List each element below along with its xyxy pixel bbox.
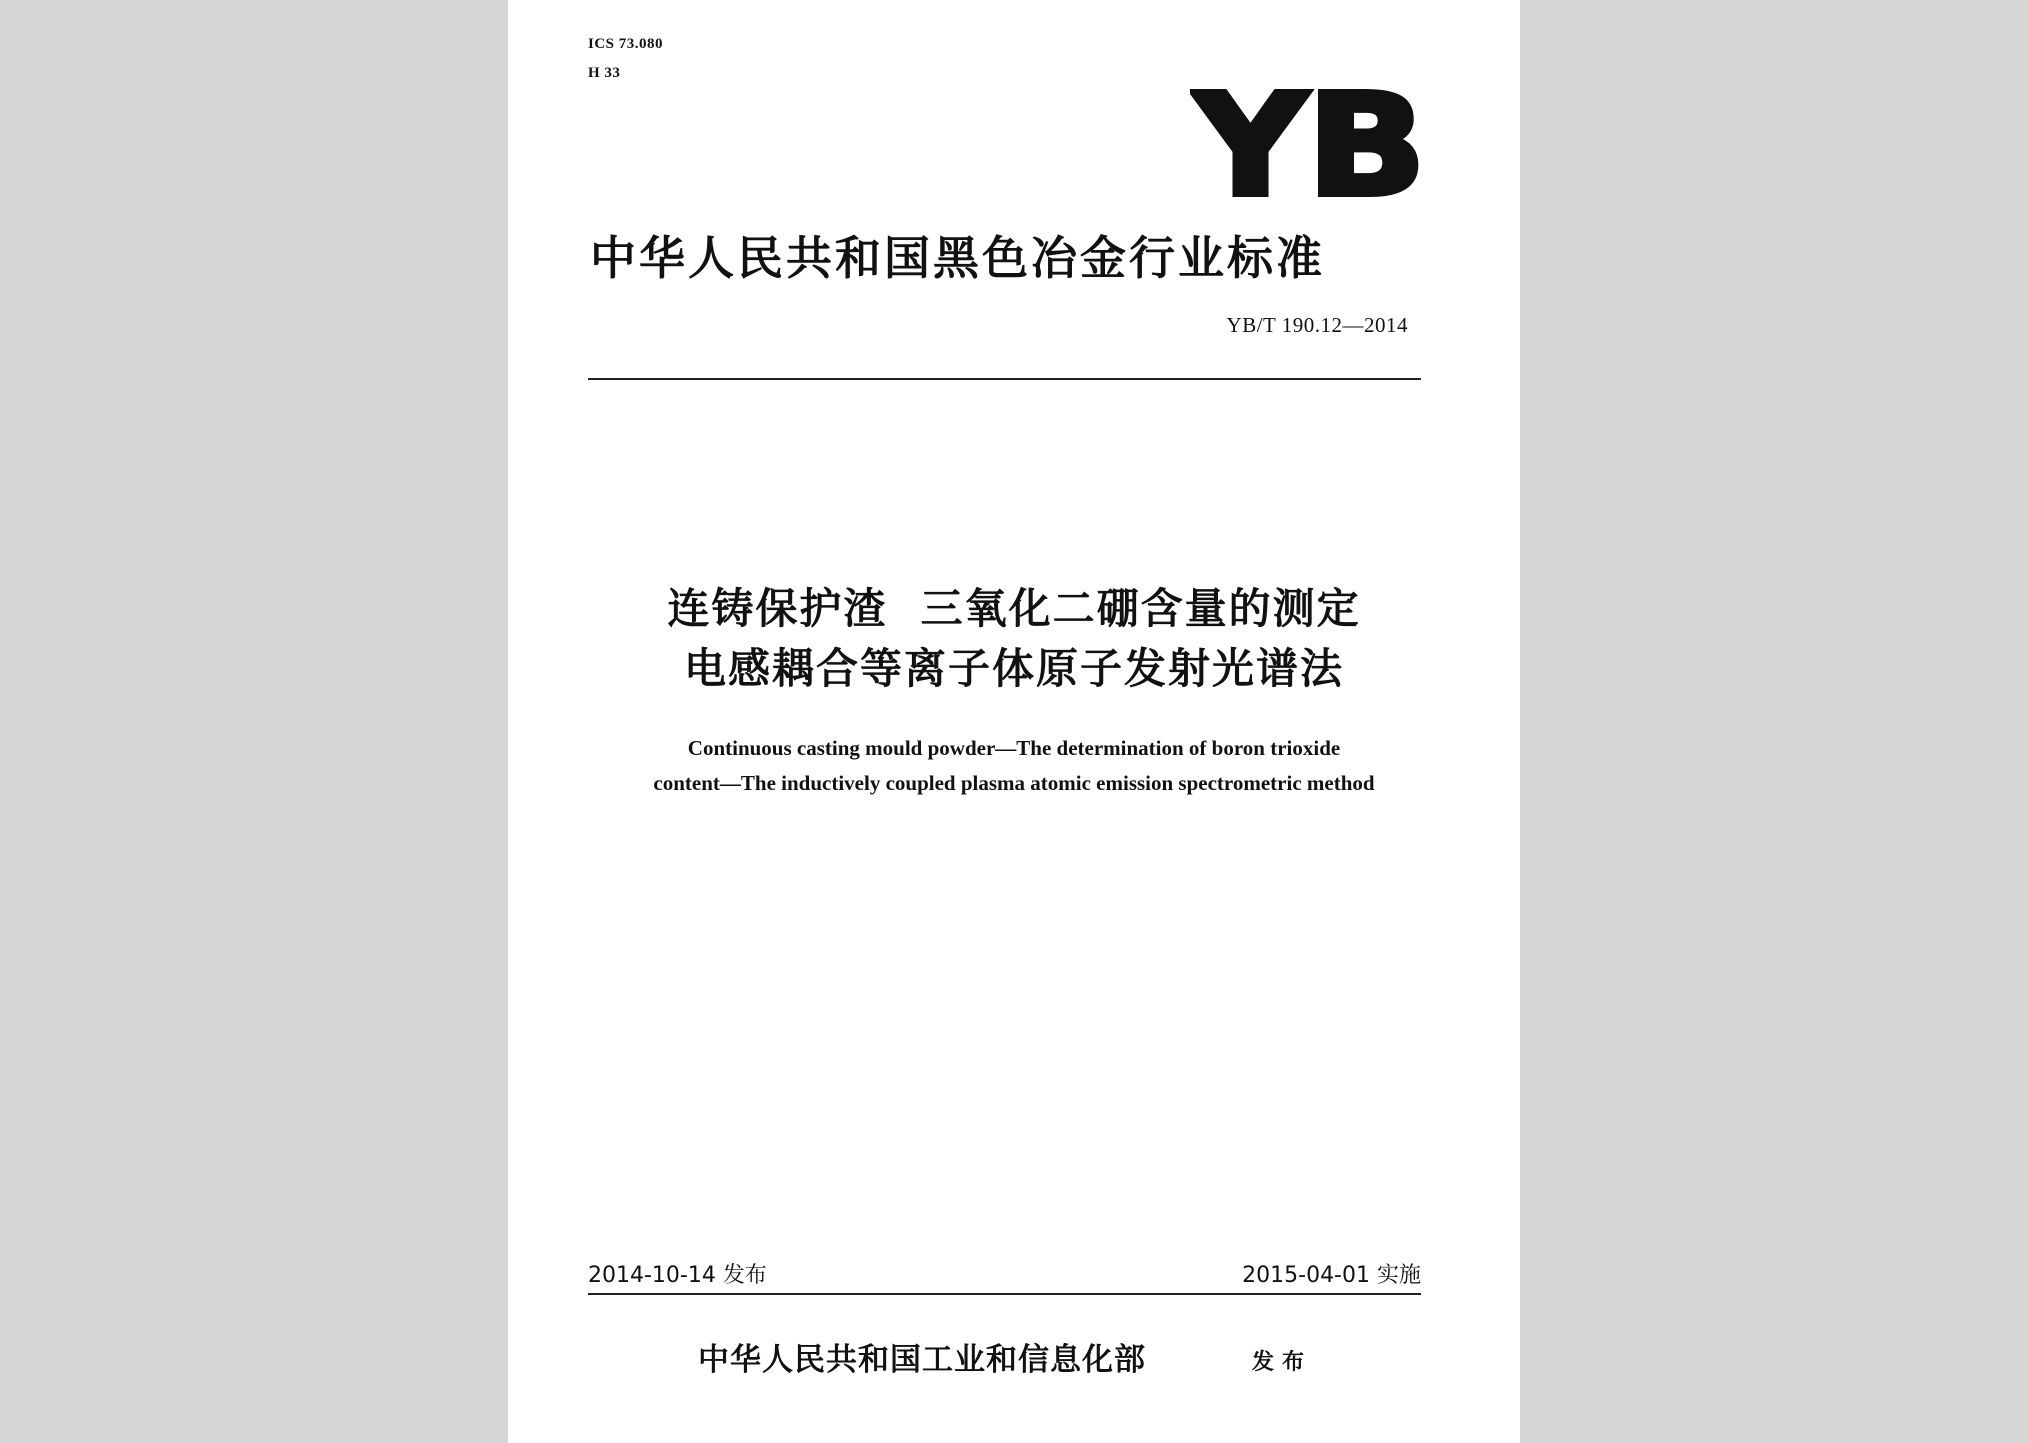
- chinese-title-line-1: 连铸保护渣 三氧化二硼含量的测定: [667, 584, 1361, 633]
- organization-title: 中华人民共和国黑色冶金行业标准: [590, 231, 1325, 285]
- chinese-title-line-2: 电感耦合等离子体原子发射光谱法: [683, 644, 1344, 693]
- standard-number: YB/T 190.12—2014: [1226, 313, 1408, 337]
- effective-date: 2015-04-01 实施: [1242, 1263, 1421, 1288]
- document-page: [508, 0, 1520, 1443]
- english-title-line-1: Continuous casting mould powder—The determination of boron trioxide: [687, 736, 1341, 760]
- ics-code: ICS 73.080: [588, 36, 664, 52]
- publish-label: 发布: [1252, 1350, 1313, 1375]
- english-title-line-2: content—The inductively coupled plasma atomic emission spectrometric method: [653, 771, 1375, 795]
- issue-date: 2014-10-14 发布: [588, 1263, 767, 1288]
- header-divider: [588, 378, 1421, 380]
- publisher-name: 中华人民共和国工业和信息化部: [698, 1342, 1146, 1378]
- yb-logo: [1190, 72, 1430, 202]
- footer-divider: [588, 1293, 1421, 1295]
- ccs-code: H 33: [588, 65, 621, 81]
- yb-logo-text: YB: [1191, 72, 1426, 202]
